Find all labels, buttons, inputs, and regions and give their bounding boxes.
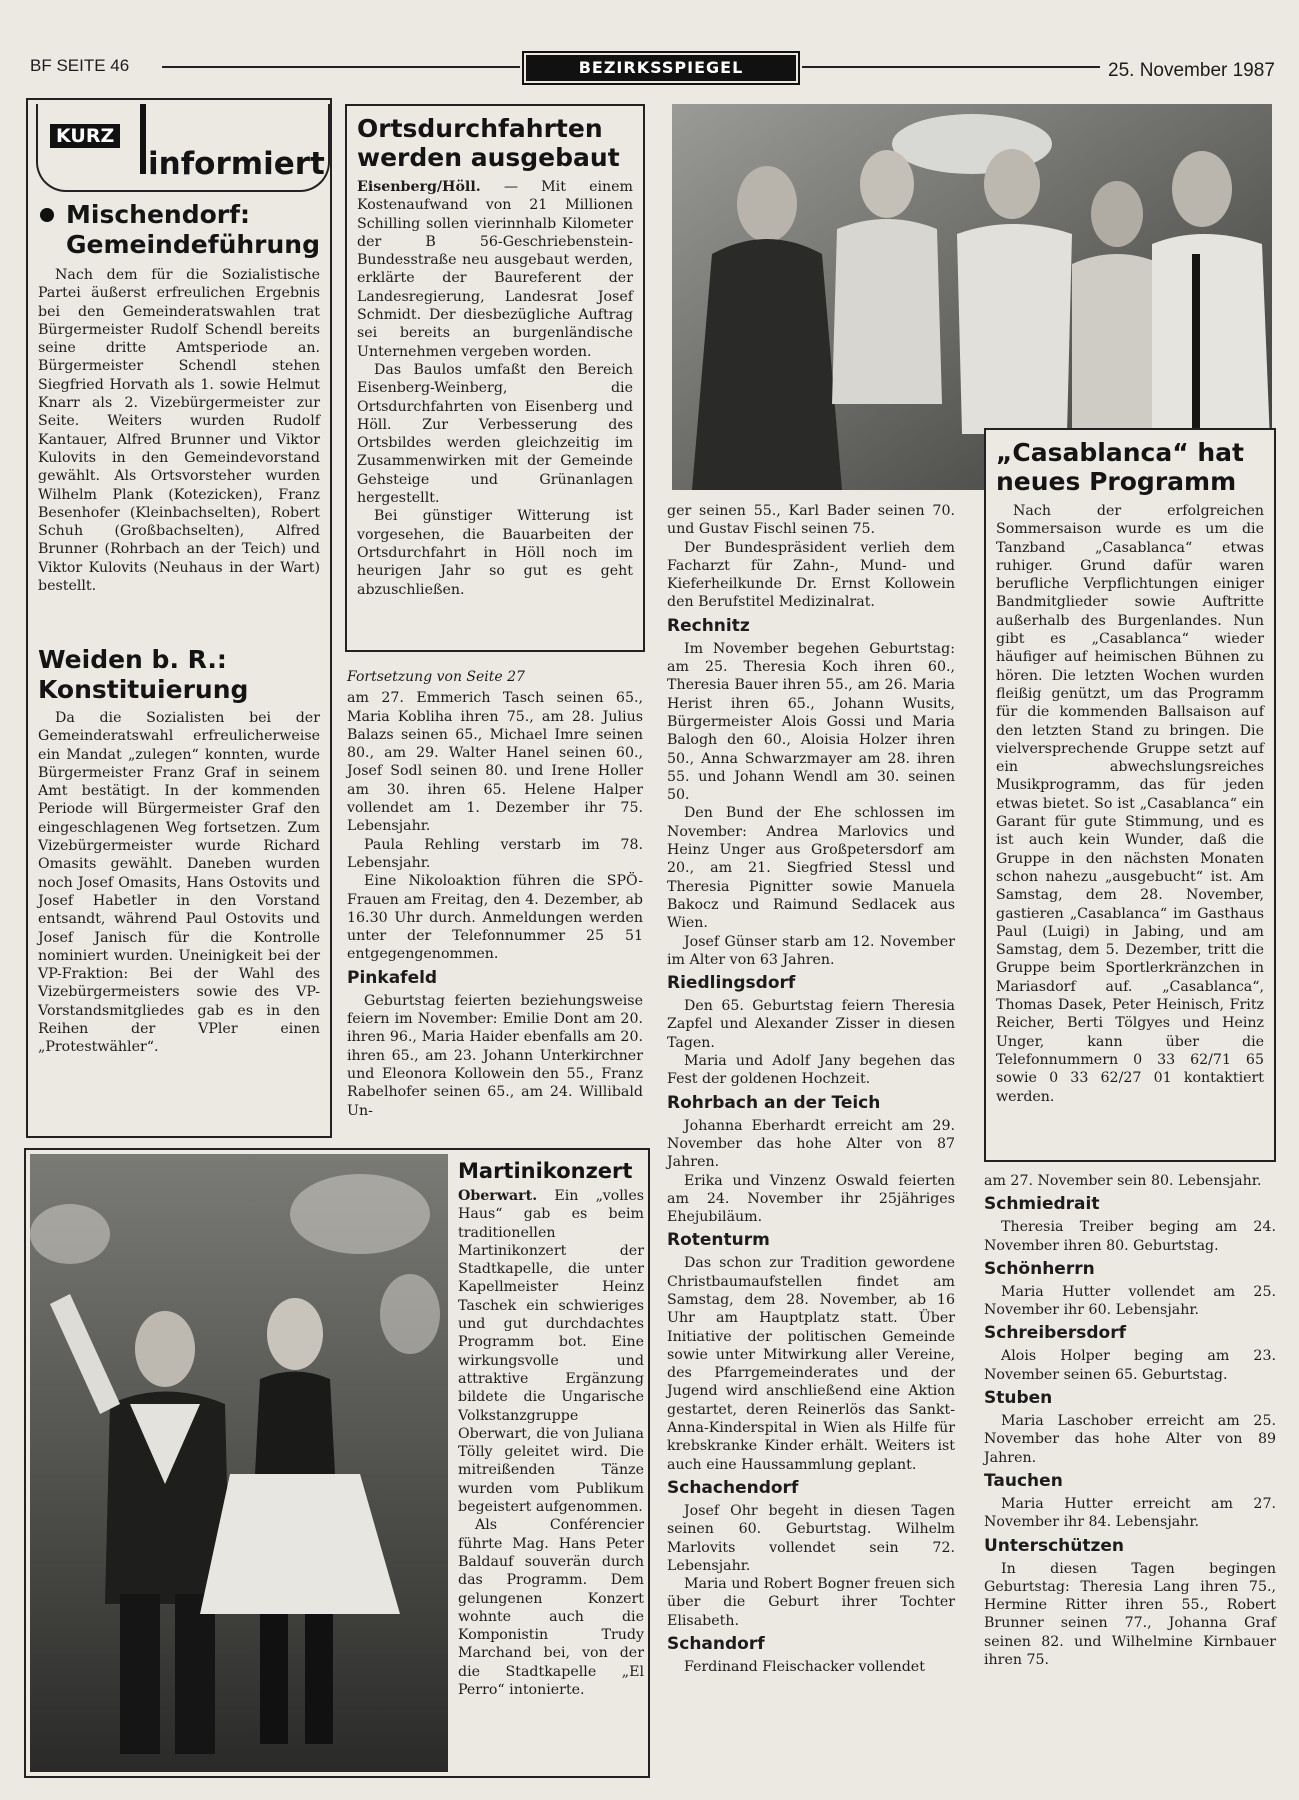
schoenherrn-title: Schönherrn bbox=[984, 1258, 1095, 1279]
weiden-article bbox=[38, 645, 320, 1057]
stuben-title: Stuben bbox=[984, 1388, 1053, 1409]
col3-articles bbox=[667, 502, 955, 1676]
schreibersdorf-title: Schreibersdorf bbox=[984, 1323, 1126, 1344]
schandorf-text: Ferdinand Fleischacker vollendet bbox=[684, 1659, 925, 1676]
unterschuetzen-title: Unterschützen bbox=[984, 1535, 1125, 1556]
volkstanz-photo bbox=[30, 1154, 448, 1772]
schreibersdorf-text: Alois Holper beging am 23. November seinen 65. Geburtstag. bbox=[984, 1348, 1276, 1383]
schachendorf-text: Josef Ohr begeht in diesen Tagen seinen 60. Geburtstag. Wilhelm Marlovits vollendet sein 72. Lebensjahr. Maria und Robert Bogner freuen sich über die Geburt ihrer Tochter Elisabeth. bbox=[667, 1502, 955, 1629]
ortsdurchfahrten-box bbox=[345, 104, 645, 652]
kurz-logo-informiert: informiert bbox=[148, 146, 325, 182]
casablanca-text: Nach der erfolgreichen Sommersaison wurde es um die Tanzband „Casablanca“ etwas ruhiger. Grund dafür waren berufliche Verpflichtungen einiger Bandmitglieder sowie Auftritte außerhalb des Burgenlandes. Nun gibt es „Casablanca“ wieder häufiger auf heimischen Bühnen zu hören. Die letzten Wochen wurden fleißig genützt, um das Programm für die kommenden Ballsaison auf den letzten Stand zu bringen. Die vielversprechende Gruppe setzt auf ein abwechslungsreiches Musikprogramm, das für jeden etwas bietet. So ist „Casablanca“ ein Garant für gute Stimmung, und es ist auch kein Wunder, daß die Gruppe in den nächsten Monaten schon nahezu „ausgebucht“ ist. Am Samstag, dem 28. November, gastieren „Casablanca“ im Gasthaus Paul (Luigi) in Jabing, und am Samstag, dem 5. Dezember, tritt die Gruppe beim Sportlerkränzchen in Mariasdorf auf. „Casablanca“, Thomas Dasek, Peter Heinisch, Fritz Reicher, Berti Tölgyes und Heinz Unger, kann über die Telefonnummern 0 33 62/71 65 sowie 0 33 62/27 01 kontaktiert werden. bbox=[996, 503, 1264, 1105]
ortsdurchfahrten-title: Ortsdurchfahrten werden ausgebaut bbox=[357, 114, 620, 172]
page-date: 25. November 1987 bbox=[1108, 60, 1275, 81]
schmiedrait-title: Schmiedrait bbox=[984, 1194, 1100, 1215]
header-rule-right bbox=[802, 66, 1100, 68]
kurz-informiert-box bbox=[26, 98, 332, 1138]
dance-photo-image bbox=[30, 1154, 448, 1772]
casablanca-title: „Casablanca“ hat neues Programm bbox=[996, 438, 1244, 496]
mischendorf-text: Nach dem für die Sozialistische Partei äußerst erfreulichen Ergebnis bei den Gemeinderatswahlen trat Bürgermeister Rudolf Schendl bereits seine dritte Amtsperiode an. Bürgermeister Schendl stehen Siegfried Horvath als 1. sowie Helmut Knarr als 2. Vizebürgermeister zur Seite. Weiters wurden Rudolf Kantauer, Alfred Brunner und Viktor Kulovits in den Gemeindevorstand gewählt. Als Ortsvorsteher wurden Wilhelm Plank (Kotezicken), Franz Besenhofer (Kleinbachselten), Robert Schuh (Großbachselten), Alfred Brunner (Rohrbach an der Teich) und Viktor Kulovits (Neuhaus in der Wart) bestellt. bbox=[38, 267, 320, 595]
martini-text: Oberwart. Ein „volles Haus“ gab es beim traditionellen Martinikonzert der Stadtkapelle, die unter Kapellmeister Heinz Taschek ein schwieriges und gut durchdachtes Programm bot. Eine wirkungsvolle und attraktive Ergänzung bildete die Ungarische Volkstanzgruppe Oberwart, die von Juliana Tölly geleitet wird. Die mitreißenden Tänze wurden vom Publikum begeistert aufgenommen. Als Conférencier führte Mag. Hans Peter Baldauf souverän durch das Programm. Dem gelungenen Konzert wohnte auch die Komponistin Trudy Marchand bei, von der die Stadtkapelle „El Perro“ intonierte. bbox=[458, 1188, 644, 1699]
ortsdurchfahrten-text: Eisenberg/Höll. — Mit einem Kostenaufwand von 21 Millionen Schilling sollen vierinnhalb Kilometer der B 56-Geschriebenstein-Bundesstraße neu ausgebaut werden, erklärte der Baureferent der Landesregierung, Landesrat Josef Schmidt. Der diesbezügliche Auftrag sei bereits an burgenländische Unternehmen vergeben worden. Das Baulos umfaßt den Bereich Eisenberg-Weinberg, die Ortsdurchfahrten von Eisenberg und Höll. Zur Verbesserung des Ortsbildes werden gleichzeitig im Zusammenwirken mit der Gemeinde Gehsteige und Grünanlagen hergestellt. Bei günstiger Witterung ist vorgesehen, die Bauarbeiten der Ortsdurchfahrt in Höll noch im heurigen Jahr so gut es geht abzuschließen. bbox=[357, 179, 633, 598]
weiden-text: Da die Sozialisten bei der Gemeinderatswahl erfreulicherweise ein Mandat „zulegen“ konnten, wurde Bürgermeister Franz Graf in seinem Amt bestätigt. In der kommenden Periode will Bürgermeister Graf den eingeschlagenen Weg fortsetzen. Zum Vizebürgermeister wurde Richard Omasits gewählt. Daneben wurden noch Josef Omasits, Hans Ostovits und Josef Habetler in den Vorstand entsandt, während Paul Ostovits und Josef Janisch für die Kontrolle nominiert wurden. Uneinigkeit bei der VP-Fraktion: Bei der Wahl des Vizebürgermeisters sowie des VP-Vorstandsmitgliedes gab es in den Reihen der VPler einen „Protestwähler“. bbox=[38, 710, 320, 1056]
fortsetzung-article bbox=[347, 668, 643, 1120]
fortsetzung-label: Fortsetzung von Seite 27 bbox=[347, 669, 525, 685]
ortsdurchfahrten-dateline: Eisenberg/Höll. bbox=[357, 179, 481, 195]
mischendorf-article bbox=[38, 200, 320, 595]
stuben-text: Maria Laschober erreicht am 25. November das hohe Alter von 89 Jahren. bbox=[984, 1413, 1276, 1466]
casablanca-box bbox=[984, 428, 1276, 1162]
col3-continuation: ger seinen 55., Karl Bader seinen 70. und Gustav Fischl seinen 75. Der Bundespräsident verlieh dem Facharzt für Zahn-, Mund- und Kieferheilkunde Dr. Ernst Kollowein den Berufstitel Medizinalrat. bbox=[667, 503, 955, 611]
schmiedrait-text: Theresia Treiber beging am 24. November ihren 80. Geburtstag. bbox=[984, 1219, 1276, 1254]
rohrbach-title: Rohrbach an der Teich bbox=[667, 1092, 881, 1113]
fortsetzung-text: am 27. Emmerich Tasch seinen 65., Maria Kobliha ihren 75., am 28. Julius Balazs seinen 65., Michael Imre seinen 80., am 29. Walter Hanel seinen 60., Josef Sodl seinen 80. und Irene Holler am 30. ihren 65. Helene Halper vollendet am 1. Dezember ihr 75. Lebensjahr. Paula Rehling verstarb im 78. Lebensjahr. Eine Nikoloaktion führen die SPÖ-Frauen am Freitag, den 4. Dezember, ab 16.30 Uhr durch. Anmeldungen werden unter der Telefonnummer 25 51 entgegengenommen. bbox=[347, 690, 643, 963]
rohrbach-text: Johanna Eberhardt erreicht am 29. November das hohe Alter von 87 Jahren. Erika und Vinzenz Oswald feierten am 24. November ihr 25jähriges Ehejubiläum. bbox=[667, 1117, 955, 1226]
rechnitz-text: Im November begehen Geburtstag: am 25. Theresia Koch ihren 60., Theresia Bauer ihren 55., am 26. Maria Herist ihren 65., Johann Wusits, Bürgermeister Alois Gossi und Maria Balogh den 60., Aloisia Holzer ihren 50., Anna Schwarzmayer am 28. ihren 55. und Johann Wendl am 30. seinen 50. Den Bund der Ehe schlossen im November: Andrea Marlovics und Heinz Unger aus Großpetersdorf am 20., am 21. Siegfried Stessl und Theresia Pignitter sowie Manuela Bakocz und Raimund Sedlacek aus Wien. Josef Günser starb am 12. November im Alter von 63 Jahren. bbox=[667, 640, 955, 968]
schandorf-title: Schandorf bbox=[667, 1634, 765, 1655]
martini-dateline: Oberwart. bbox=[458, 1188, 538, 1204]
bullet-icon bbox=[40, 208, 54, 222]
schoenherrn-text: Maria Hutter vollendet am 25. November ihr 60. Lebensjahr. bbox=[984, 1283, 1276, 1319]
martini-title: Martinikonzert bbox=[458, 1159, 633, 1183]
col4-continuation: am 27. November sein 80. Lebensjahr. bbox=[984, 1173, 1262, 1189]
rotenturm-title: Rotenturm bbox=[667, 1230, 770, 1251]
rotenturm-text: Das schon zur Tradition gewordene Christbaumaufstellen findet am Samstag, dem 28. November, ab 16 Uhr am Hauptplatz statt. Über Initiative der politischen Gemeinde sowie unter Mitwirkung aller Vereine, des Pfarrgemeinderates und der Jugend wird anschließend eine Aktion gestartet, deren Reinerlös das Sankt-Anna-Kinderspital in Wien als Hilfe für krebskranke Kinder erhält. Weiters ist auch eine Haussammlung geplant. bbox=[667, 1255, 955, 1473]
mischendorf-title: Mischendorf: Gemeindeführung bbox=[66, 200, 320, 260]
page-label: BF SEITE 46 bbox=[30, 56, 130, 75]
unterschuetzen-text: In diesen Tagen begingen Geburtstag: Theresia Lang ihren 75., Hermine Ritter ihren 55., Robert Brunner seinen 77., Johanna Graf seinen 82. und Wilhelmine Kirnbauer ihren 75. bbox=[984, 1560, 1276, 1669]
weiden-title: Weiden b. R.: Konstituierung bbox=[38, 645, 249, 704]
kurz-logo-badge: KURZ bbox=[50, 124, 120, 148]
rechnitz-title: Rechnitz bbox=[667, 615, 750, 636]
schachendorf-title: Schachendorf bbox=[667, 1477, 799, 1498]
martini-box bbox=[24, 1148, 650, 1778]
section-banner: BEZIRKSSPIEGEL bbox=[526, 55, 796, 81]
pinkafeld-text: Geburtstag feierten beziehungsweise feiern im November: Emilie Dont am 20. ihren 96., Maria Haider ebenfalls am 20. ihren 65., am 23. Johann Unterkirchner und Eleonora Kollowein den 55., Franz Rabelhofer seinen 65., am 24. Willibald Un- bbox=[347, 992, 643, 1119]
col4-articles bbox=[984, 1172, 1276, 1669]
kurz-logo-bar bbox=[140, 104, 146, 174]
header-rule-left bbox=[162, 66, 520, 68]
tauchen-title: Tauchen bbox=[984, 1470, 1063, 1491]
tauchen-text: Maria Hutter erreicht am 27. November ihr 84. Lebensjahr. bbox=[984, 1495, 1276, 1531]
pinkafeld-title: Pinkafeld bbox=[347, 967, 438, 988]
riedlingsdorf-title: Riedlingsdorf bbox=[667, 973, 796, 994]
martini-article bbox=[458, 1158, 644, 1699]
kurz-logo bbox=[36, 104, 330, 192]
riedlingsdorf-text: Den 65. Geburtstag feiern Theresia Zapfel und Alexander Zisser in diesen Tagen. Maria und Adolf Jany begehen das Fest der goldenen Hochzeit. bbox=[667, 998, 955, 1088]
